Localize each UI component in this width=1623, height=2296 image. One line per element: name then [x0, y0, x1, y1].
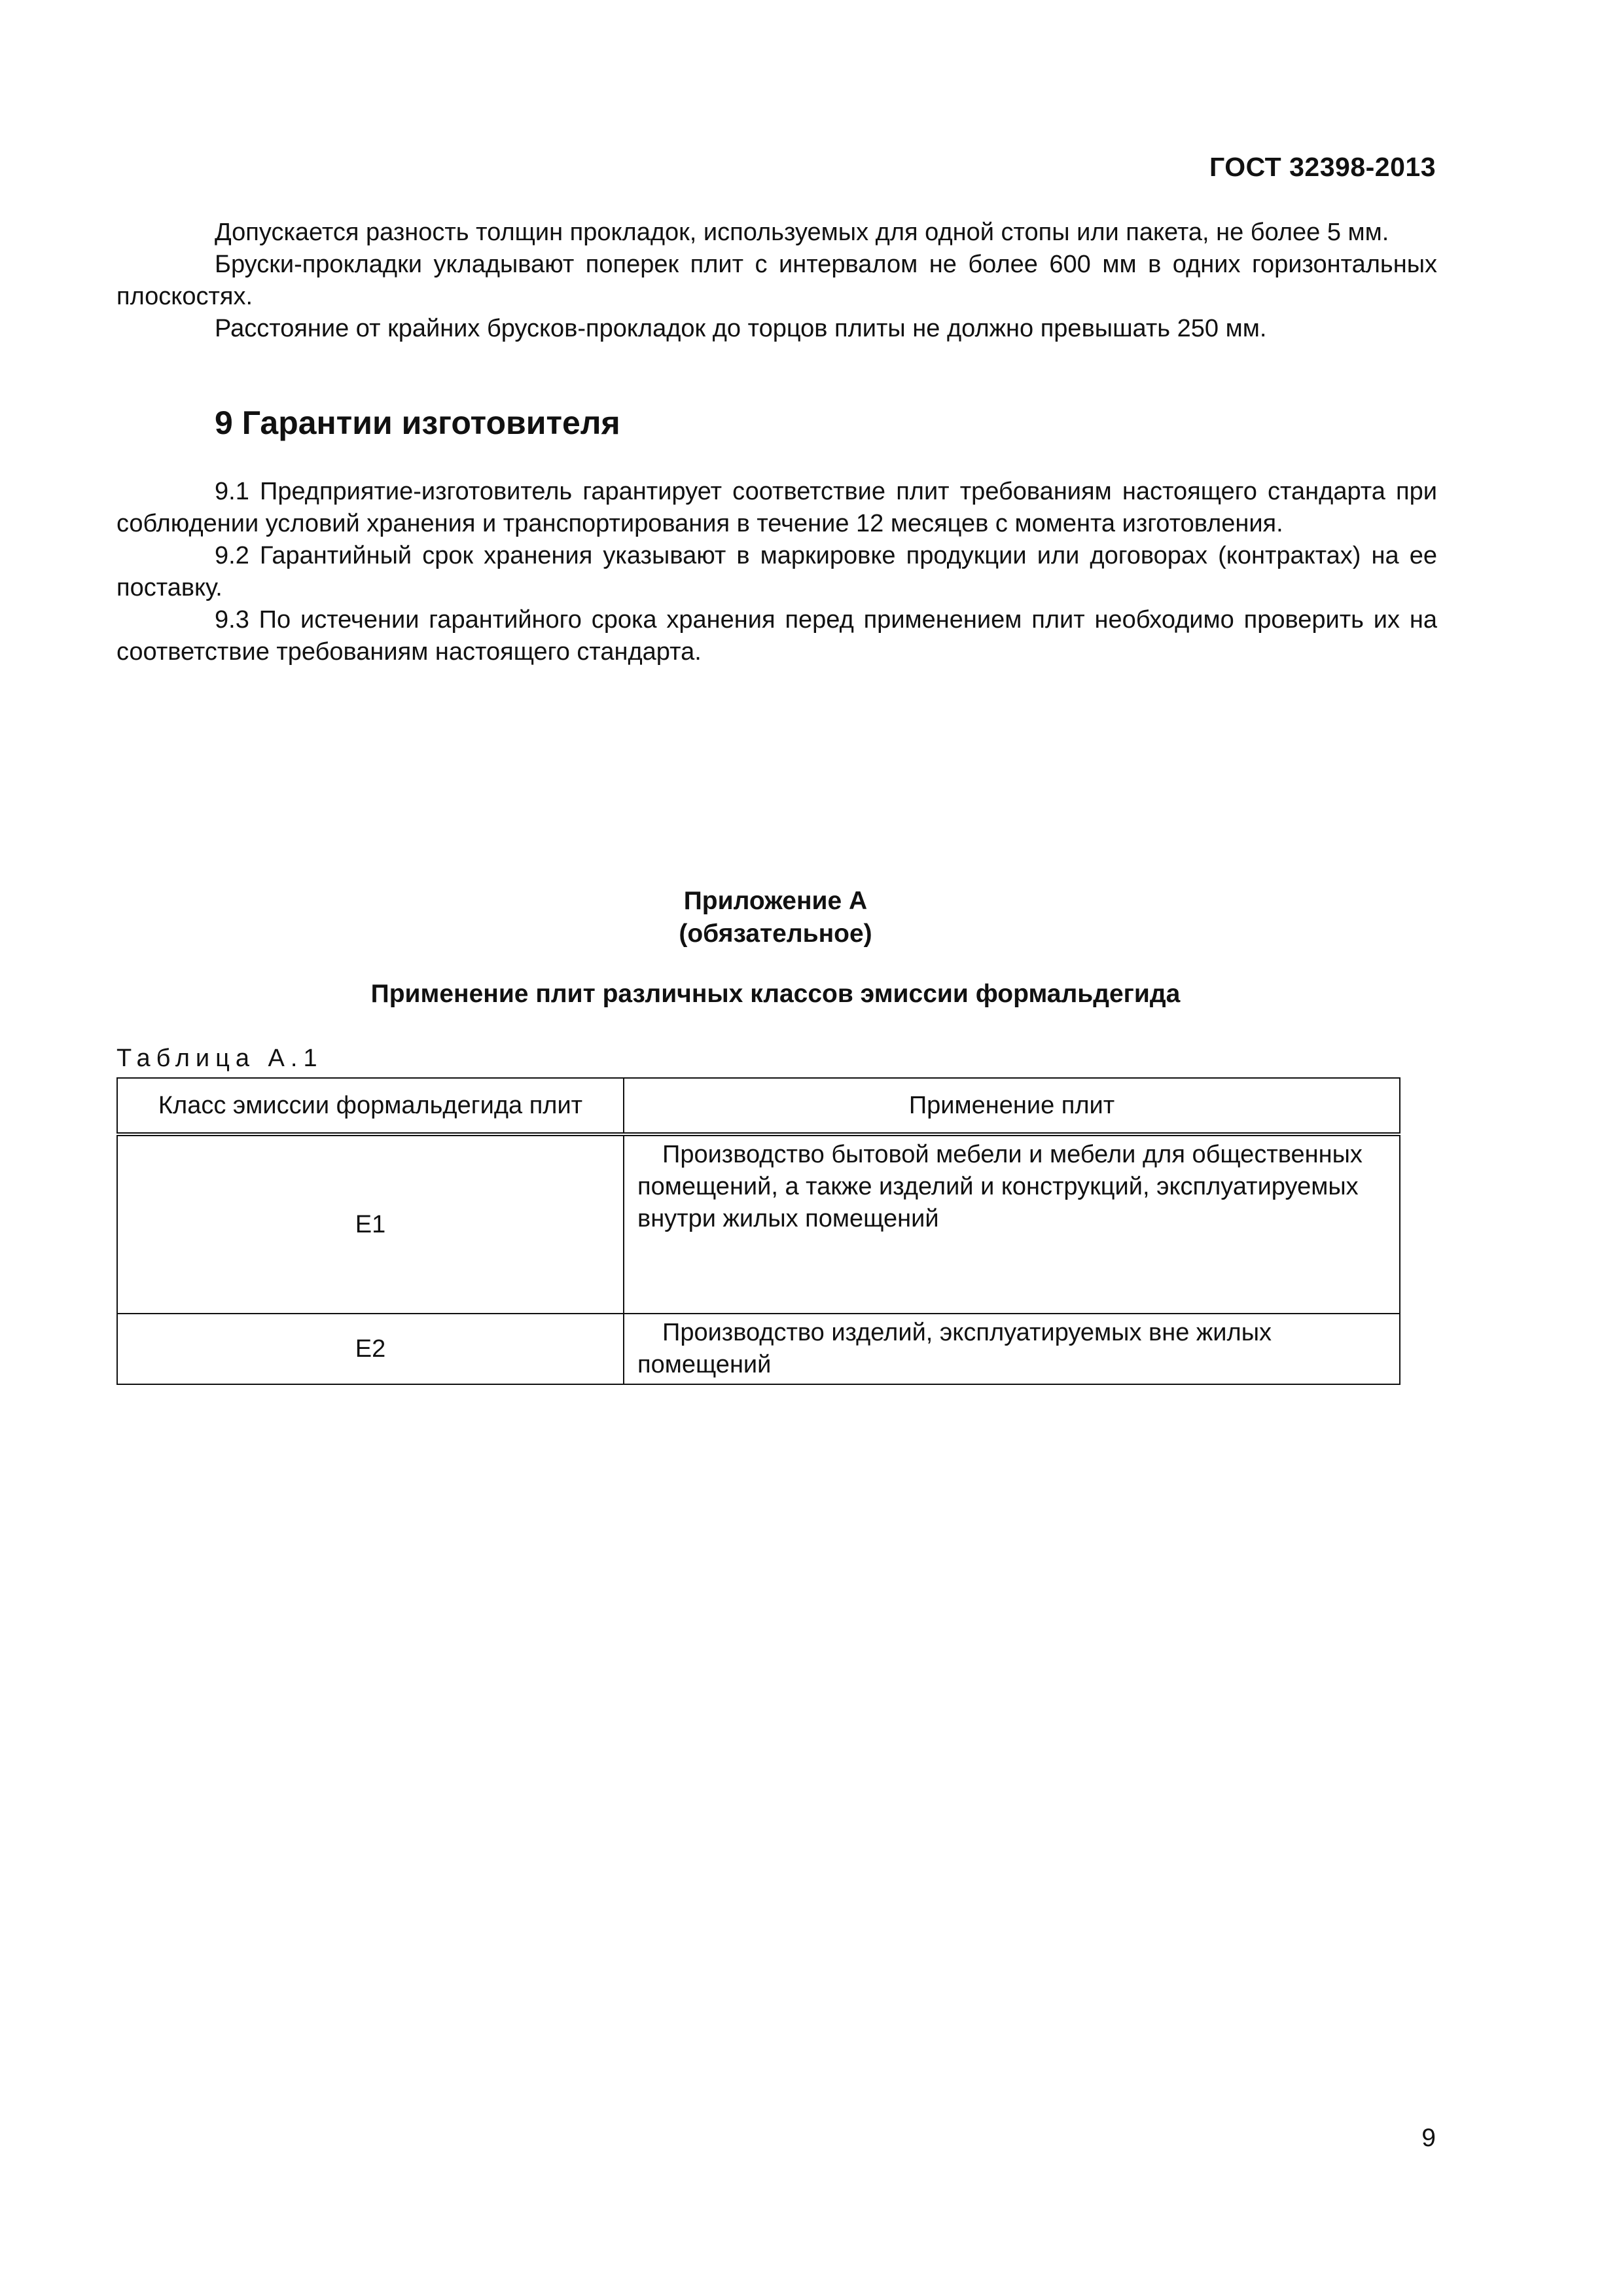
usage-cell-e1: Производство бытовой мебели и мебели для общественных помещений, а также изделий и конструкций, эксплуатируемых внутри жилых помещений [624, 1134, 1400, 1314]
storage-paragraphs [116, 217, 1437, 345]
table-row [117, 1314, 1400, 1384]
document-code-header: ГОСТ 32398-2013 [1209, 152, 1436, 182]
appendix-subtitle: Применение плит различных классов эмиссии формальдегида [370, 980, 1181, 1008]
clause-9-3: 9.3 По истечении гарантийного срока хранения перед применением плит необходимо проверить их на соответствие требованиям настоящего стандарта. [116, 606, 1437, 666]
class-cell-e2: Е2 [117, 1314, 624, 1384]
table-header-row [117, 1078, 1400, 1134]
paragraph-spacer-interval: Бруски-прокладки укладывают поперек плит с интервалом не более 600 мм в одних горизонтальных плоскостях. [116, 251, 1437, 310]
appendix-status: (обязательное) [679, 920, 872, 948]
appendix-title: Приложение А [683, 887, 868, 915]
class-cell-e1: Е1 [117, 1134, 624, 1314]
paragraph-thickness-difference: Допускается разность толщин прокладок, используемых для одной стопы или пакета, не более 5 мм. [215, 219, 1389, 246]
header-emission-class: Класс эмиссии формальдегида плит [117, 1078, 624, 1134]
clause-9-1: 9.1 Предприятие-изготовитель гарантирует соответствие плит требованиям настоящего стандарта при соблюдении условий хранения и транспортирования в течение 12 месяцев с момента изготовления. [116, 478, 1437, 537]
page-number: 9 [1421, 2124, 1436, 2152]
table-caption: Таблица А.1 [116, 1045, 323, 1072]
paragraph-spacer-distance: Расстояние от крайних брусков-прокладок до торцов плиты не должно превышать 250 мм. [215, 315, 1267, 342]
usage-cell-e2: Производство изделий, эксплуатируемых вне жилых помещений [624, 1314, 1400, 1384]
clause-9-2: 9.2 Гарантийный срок хранения указывают в маркировке продукции или договорах (контрактах) на ее поставку. [116, 542, 1437, 601]
section-9-heading: 9 Гарантии изготовителя [215, 404, 620, 441]
header-board-usage: Применение плит [624, 1078, 1400, 1134]
section-9-body [116, 476, 1437, 668]
emission-class-table [116, 1077, 1400, 1385]
appendix-title-block [0, 885, 1551, 950]
table-row [117, 1134, 1400, 1314]
